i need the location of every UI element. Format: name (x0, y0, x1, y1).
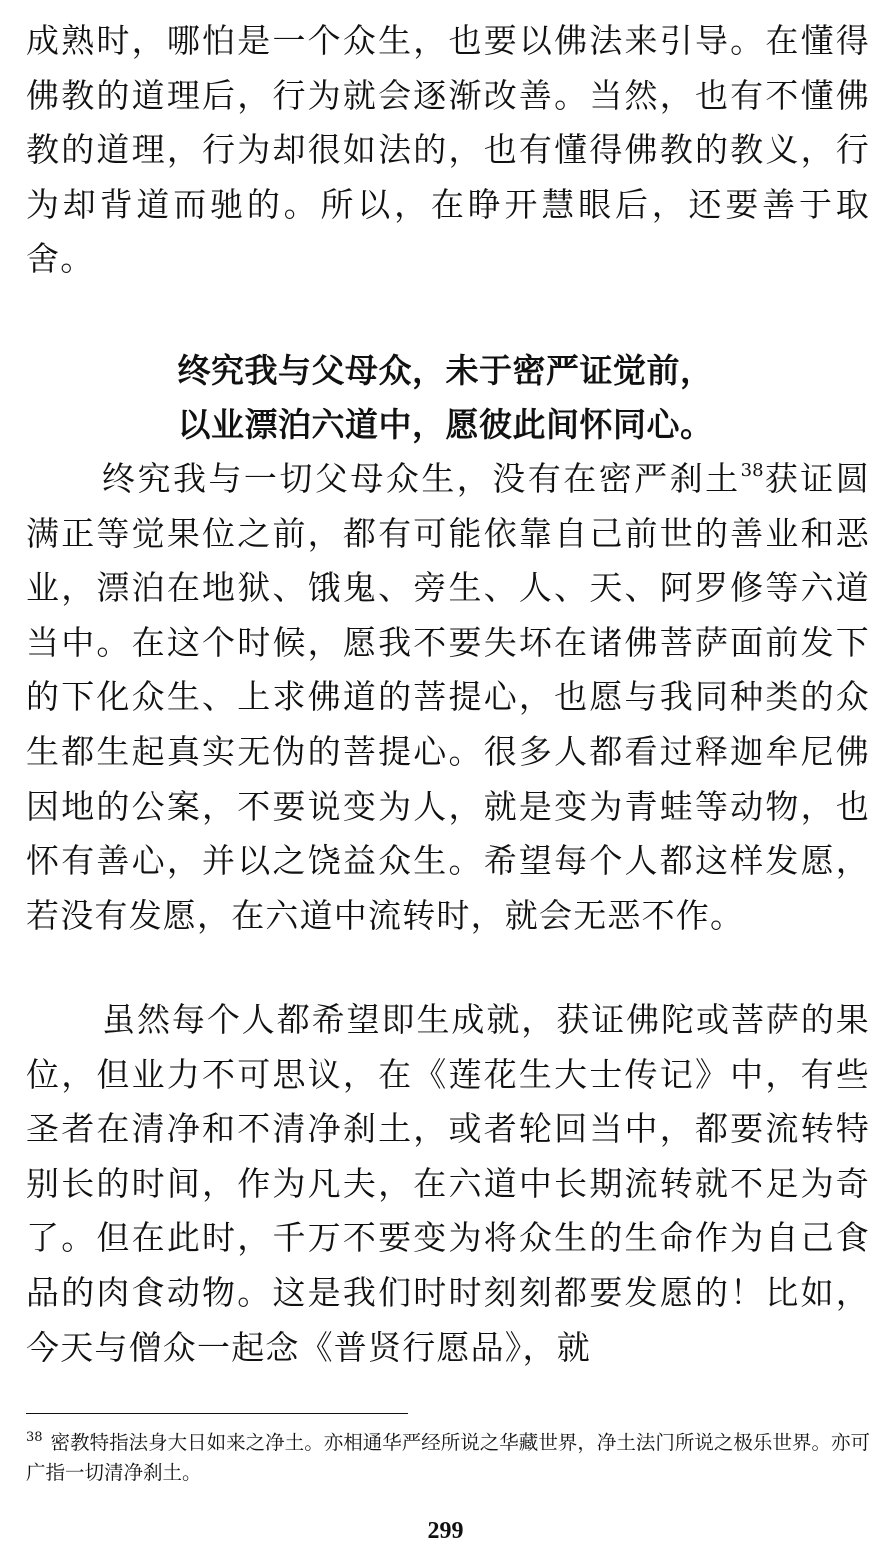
footnote-text: 密教特指法身大日如来之净土。亦相通华严经所说之华藏世界，净土法门所说之极乐世界。亦可广指一切清净刹土。 (26, 1431, 870, 1484)
paragraph-2 (26, 452, 870, 943)
paragraph-1: 成熟时，哪怕是一个众生，也要以佛法来引导。在懂得佛教的道理后，行为就会逐渐改善。当然，也有不懂佛教的道理，行为却很如法的，也有懂得佛教的教义，行为却背道而驰的。所以，在睁开慧眼后，还要善于取舍。 (26, 21, 870, 279)
page-number: 299 (427, 1518, 464, 1544)
paragraph-2-text-after-note: 获证圆满正等觉果位之前，都有可能依靠自己前世的善业和恶业，漂泊在地狱、饿鬼、旁生、人、天、阿罗修等六道当中。在这个时候，愿我不要失坏在诸佛菩萨面前发下的下化众生、上求佛道的菩提心，也愿与我同种类的众生都生起真实无伪的菩提心。很多人都看过释迦牟尼佛因地的公案，不要说变为人，就是变为青蛙等动物，也怀有善心，并以之饶益众生。希望每个人都这样发愿，若没有发愿，在六道中流转时，就会无恶不作。 (26, 459, 870, 935)
footnote-number: 38 (26, 1430, 43, 1445)
footnote (26, 1428, 870, 1488)
footnote-divider (26, 1413, 408, 1414)
verse-line-1: 终究我与父母众，未于密严证觉前， (177, 351, 714, 390)
footnote-reference[interactable]: 38 (740, 460, 764, 481)
paragraph-2-text-before-note: 终究我与一切父母众生，没有在密严刹土 (102, 459, 741, 498)
paragraph-3: 虽然每个人都希望即生成就，获证佛陀或菩萨的果位，但业力不可思议，在《莲花生大士传记》中，有些圣者在清净和不清净刹土，或者轮回当中，都要流转特别长的时间，作为凡夫，在六道中长期流转就不足为奇了。但在此时，千万不要变为将众生的生命作为自己食品的肉食动物。这是我们时时刻刻都要发愿的！比如，今天与僧众一起念《普贤行愿品》，就 (26, 1000, 870, 1367)
verse-line-2: 以业漂泊六道中，愿彼此间怀同心。 (177, 405, 714, 444)
